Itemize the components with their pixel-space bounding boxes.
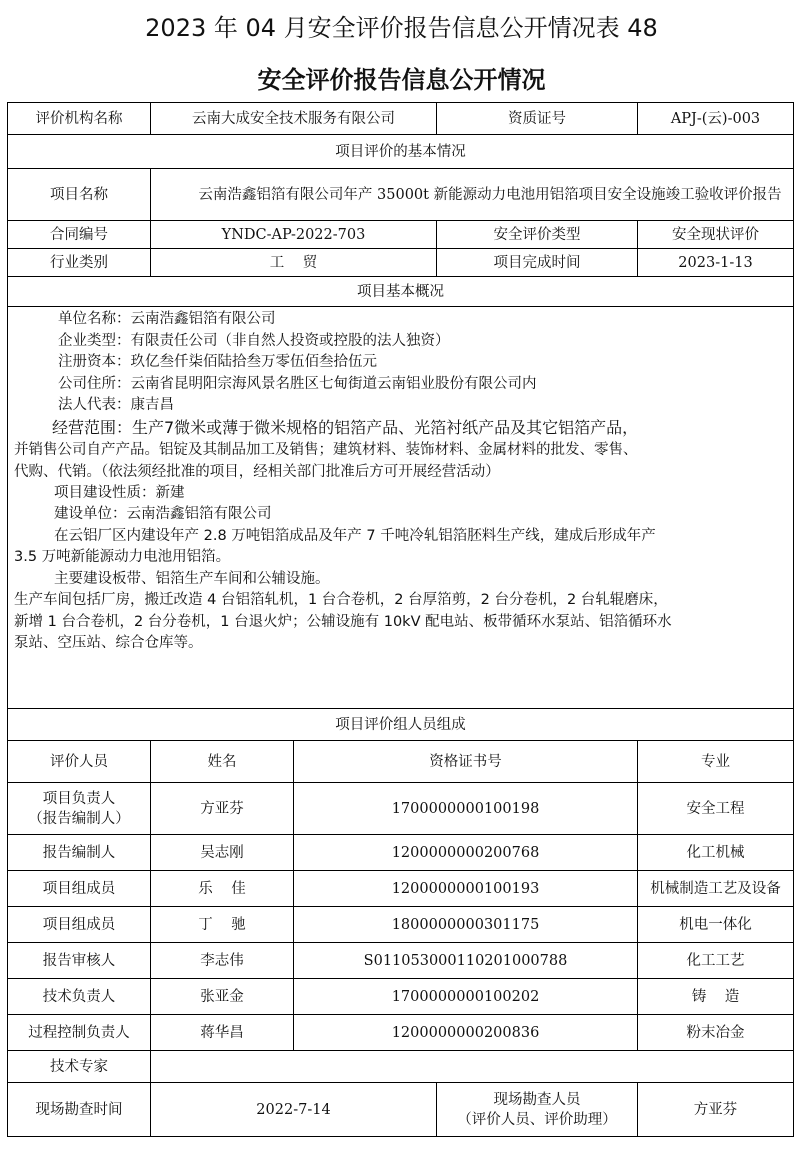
overview-header: 项目基本概况: [8, 277, 794, 307]
member-role: [8, 783, 151, 835]
member-name: 吴志刚: [151, 835, 294, 871]
business-scope-cont: 代购、代销。（依法须经批准的项目，经相关部门批准后方可开展经营活动）: [14, 463, 500, 480]
page-title: 2023 年 04 月安全评价报告信息公开情况表 48: [145, 14, 658, 42]
eval-type-label: 安全评价类型: [437, 221, 638, 249]
member-role: 报告审核人: [8, 943, 151, 979]
table-row: [8, 907, 794, 943]
member-major: 机电一体化: [638, 907, 794, 943]
member-cert: 1800000000301175: [294, 907, 638, 943]
member-cert: 1200000000100193: [294, 871, 638, 907]
survey-time-value: 2022-7-14: [151, 1083, 437, 1137]
member-role: 技术负责人: [8, 979, 151, 1015]
table-title: 安全评价报告信息公开情况: [257, 66, 546, 94]
member-name: 方亚芬: [151, 783, 294, 835]
overview-line: 法人代表：康吉昌: [58, 397, 174, 413]
business-scope-cont: 并销售公司自产产品。铝锭及其制品加工及销售；建筑材料、装饰材料、金属材料的批发、零售、: [14, 441, 638, 458]
org-row: [8, 103, 794, 135]
col-cert: 资格证书号: [294, 741, 638, 783]
workshop-desc: 生产车间包括厂房，搬迁改造 4 台铝箔轧机，1 台合卷机，2 台厚箔剪，2 台分卷机，2 台轧辊磨床，: [14, 592, 668, 608]
member-name: 李志伟: [151, 943, 294, 979]
project-name-row: [8, 169, 794, 221]
member-cert: 1700000000100202: [294, 979, 638, 1015]
overview-line: 单位名称：云南浩鑫铝箔有限公司: [58, 311, 276, 327]
industry-value: 工 贸: [151, 249, 437, 277]
col-name: 姓名: [151, 741, 294, 783]
contract-value: YNDC-AP-2022-703: [151, 221, 437, 249]
team-columns: [8, 741, 794, 783]
business-scope: 经营范围：生产7微米或薄于微米规格的铝箔产品、光箔衬纸产品及其它铝箔产品，: [52, 417, 639, 437]
member-name: 张亚金: [151, 979, 294, 1015]
org-label: 评价机构名称: [8, 103, 151, 135]
project-nature: 项目建设性质：新建: [54, 484, 185, 501]
industry-row: [8, 249, 794, 277]
info-table: [7, 102, 794, 1137]
project-name-label: 项目名称: [8, 169, 151, 221]
table-row: [8, 871, 794, 907]
finish-value: 2023-1-13: [638, 249, 794, 277]
col-role: 评价人员: [8, 741, 151, 783]
contract-row: [8, 221, 794, 249]
member-major: 粉末冶金: [638, 1015, 794, 1051]
survey-staff-label-line: （评价人员、评价助理）: [457, 1111, 617, 1128]
expert-label: 技术专家: [8, 1051, 151, 1083]
overview-body: [8, 307, 794, 709]
org-value: 云南大成安全技术服务有限公司: [151, 103, 437, 135]
member-role-line: （报告编制人）: [28, 810, 130, 827]
table-row: [8, 835, 794, 871]
member-cert: 1200000000200836: [294, 1015, 638, 1051]
survey-staff-value: 方亚芬: [638, 1083, 794, 1137]
project-name-value: 云南浩鑫铝箔有限公司年产 35000t 新能源动力电池用铝箔项目安全设施竣工验收评价报告: [151, 169, 794, 221]
overview-line: 注册资本：玖亿叁仟柒佰陆拾叁万零伍佰叁拾伍元: [58, 354, 377, 370]
survey-staff-label-line: 现场勘查人员: [493, 1091, 581, 1108]
member-major: 机械制造工艺及设备: [638, 871, 794, 907]
table-row: [8, 1015, 794, 1051]
survey-row: [8, 1083, 794, 1137]
member-major: 化工工艺: [638, 943, 794, 979]
industry-label: 行业类别: [8, 249, 151, 277]
contract-label: 合同编号: [8, 221, 151, 249]
table-row: [8, 783, 794, 835]
workshop-desc: 新增 1 台合卷机，2 台分卷机，1 台退火炉；公辅设施有 10kV 配电站、板带循环水泵站、铝箔循环水: [14, 613, 672, 630]
member-role: 项目组成员: [8, 907, 151, 943]
member-role: 过程控制负责人: [8, 1015, 151, 1051]
col-major: 专业: [638, 741, 794, 783]
member-cert: 1200000000200768: [294, 835, 638, 871]
build-desc-cont: 3.5 万吨新能源动力电池用铝箔。: [14, 549, 231, 565]
member-role: 报告编制人: [8, 835, 151, 871]
overview-content: [8, 307, 794, 709]
member-major: 铸 造: [638, 979, 794, 1015]
cert-value: APJ-(云)-003: [638, 103, 794, 135]
member-cert: 1700000000100198: [294, 783, 638, 835]
member-name: 蒋华昌: [151, 1015, 294, 1051]
overview-line: 公司住所：云南省昆明阳宗海风景名胜区七甸街道云南铝业股份有限公司内: [58, 375, 537, 392]
member-name: 丁 驰: [151, 907, 294, 943]
expert-row: [8, 1051, 794, 1083]
eval-type-value: 安全现状评价: [638, 221, 794, 249]
team-header: 项目评价组人员组成: [8, 709, 794, 741]
basic-header: 项目评价的基本情况: [8, 135, 794, 169]
member-role: 项目组成员: [8, 871, 151, 907]
cert-label: 资质证号: [437, 103, 638, 135]
main-facilities: 主要建设板带、铝箔生产车间和公辅设施。: [54, 570, 330, 587]
workshop-desc: 泵站、空压站、综合仓库等。: [14, 635, 203, 651]
table-row: [8, 943, 794, 979]
survey-time-label: 现场勘查时间: [8, 1083, 151, 1137]
member-name: 乐 佳: [151, 871, 294, 907]
table-row: [8, 979, 794, 1015]
survey-staff-label: [437, 1083, 638, 1137]
expert-value: [151, 1051, 794, 1083]
finish-label: 项目完成时间: [437, 249, 638, 277]
overview-line: 企业类型：有限责任公司（非自然人投资或控股的法人独资）: [58, 332, 450, 349]
builder: 建设单位：云南浩鑫铝箔有限公司: [54, 506, 272, 522]
member-major: 化工机械: [638, 835, 794, 871]
build-desc: 在云铝厂区内建设年产 2.8 万吨铝箔成品及年产 7 千吨冷轧铝箔胚料生产线，建成后形成年产: [54, 527, 656, 544]
member-cert: S011053000110201000788: [294, 943, 638, 979]
member-major: 安全工程: [638, 783, 794, 835]
member-role-line: 项目负责人: [42, 790, 116, 807]
